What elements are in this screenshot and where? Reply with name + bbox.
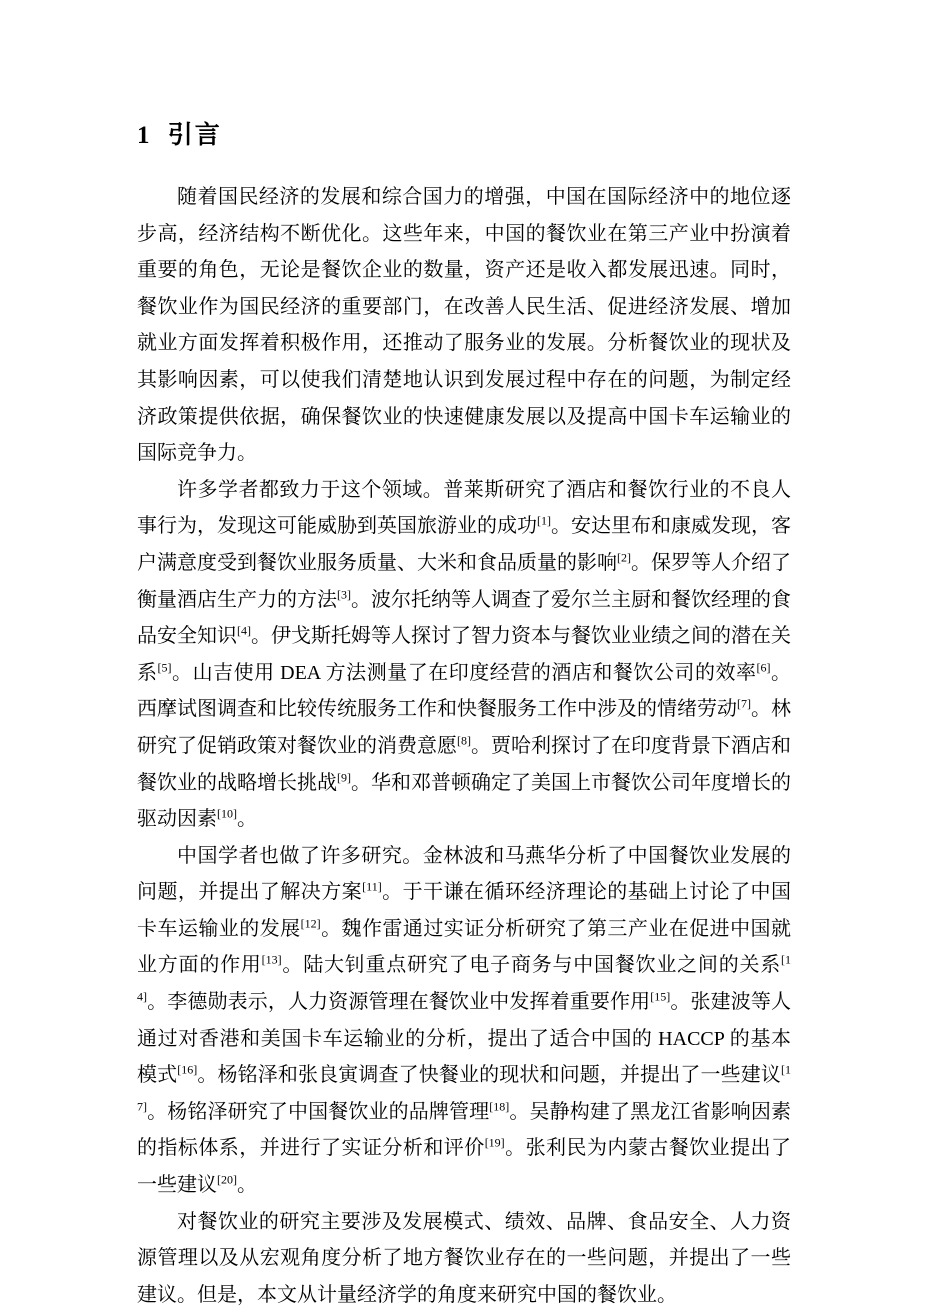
citation-marker: [10] — [217, 806, 237, 821]
paragraph-text: 。 — [237, 1174, 257, 1197]
paragraph-text: 。 — [237, 808, 257, 831]
citation-marker: [14] — [137, 952, 792, 1004]
paragraph-text: 。李德勋表示，人力资源管理在餐饮业中发挥着重要作用 — [147, 991, 651, 1014]
citation-marker: [1] — [537, 513, 551, 528]
paragraph-text: 对餐饮业的研究主要涉及发展模式、绩效、品牌、食品安全、人力资源管理以及从宏观角度分析了地方餐饮业存在的一些问题，并提出了一些建议。但是，本文从计量经济学的角度来研究中国的餐饮业。 — [137, 1210, 791, 1306]
citation-marker: [20] — [217, 1172, 237, 1187]
document-content — [137, 118, 791, 1313]
paragraph-text: 。安达里布和康威发现，客户满意度受到餐饮业服务质量、大米和食品质量的影响 — [137, 515, 791, 574]
document-body — [137, 179, 791, 1313]
paragraph-text: 。西摩试图调查和比较传统服务工作和快餐服务工作中涉及的情绪劳动 — [137, 661, 792, 721]
citation-marker: [15] — [650, 989, 671, 1004]
paragraph-text: 。杨铭泽研究了中国餐饮业的品牌管理 — [147, 1100, 490, 1123]
paragraph-text: 。保罗等人介绍了衡量酒店生产力的方法 — [137, 551, 791, 611]
paragraph-text: 。伊戈斯托姆等人探讨了智力资本与餐饮业业绩之间的潜在关系 — [137, 625, 791, 684]
paragraph-text: 。吴静构建了黑龙江省影响因素的指标体系，并进行了实证分析和评价 — [137, 1100, 791, 1160]
citation-marker: [16] — [177, 1062, 198, 1077]
paragraph-text: 。波尔托纳等人调查了爱尔兰主厨和餐饮经理的食品安全知识 — [137, 588, 791, 648]
citation-marker: [2] — [617, 550, 631, 565]
paragraph-text: 随着国民经济的发展和综合国力的增强，中国在国际经济中的地位逐步高，经济结构不断优化。这些年来，中国的餐饮业在第三产业中扮演着重要的角色，无论是餐饮企业的数量，资产还是收入都发展迅速。同时，餐饮业作为国民经济的重要部门，在改善人民生活、促进经济发展、增加就业方面发挥着积极作用，还推动了服务业的发展。分析餐饮业的现状及其影响因素，可以使我们清楚地认识到发展过程中存在的问题，为制定经济政策提供依据，确保餐饮业的快速健康发展以及提高中国卡车运输业的国际竞争力。 — [137, 186, 791, 465]
paragraph-text: 。张建波等人通过对香港和美国卡车运输业的分析，提出了适合中国的 HACCP 的基本模式 — [137, 991, 791, 1087]
citation-marker: [13] — [261, 952, 282, 967]
section-heading — [137, 118, 791, 153]
citation-marker: [18] — [489, 1099, 510, 1114]
citation-marker: [17] — [137, 1062, 791, 1114]
citation-marker: [6] — [756, 660, 771, 675]
paragraph-text: 。林研究了促销政策对餐饮业的消费意愿 — [137, 698, 791, 757]
paragraph-text: 。魏作雷通过实证分析研究了第三产业在促进中国就业方面的作用 — [137, 917, 792, 977]
paragraph-text: 。华和邓普顿确定了美国上市餐饮公司年度增长的驱动因素 — [137, 771, 791, 831]
citation-marker: [3] — [337, 586, 351, 601]
paragraph-text: 。于干谦在循环经济理论的基础上讨论了中国卡车运输业的发展 — [137, 881, 792, 940]
paragraph — [137, 1204, 791, 1313]
citation-marker: [8] — [457, 733, 471, 748]
paragraph — [137, 472, 791, 838]
paragraph-text: 。张利民为内蒙古餐饮业提出了一些建议 — [137, 1137, 792, 1197]
citation-marker: [19] — [484, 1135, 505, 1150]
paragraph — [137, 179, 791, 472]
citation-marker: [9] — [337, 769, 351, 784]
paragraph — [137, 838, 791, 1204]
section-number: 1 — [137, 122, 150, 149]
paragraph-text: 。贾哈利探讨了在印度背景下酒店和餐饮业的战略增长挑战 — [137, 734, 791, 794]
citation-marker: [12] — [300, 916, 321, 931]
citation-marker: [5] — [157, 660, 172, 675]
paragraph-text: 。山吉使用 DEA 方法测量了在印度经营的酒店和餐饮公司的效率 — [171, 661, 757, 684]
paragraph-text: 。陆大钊重点研究了电子商务与中国餐饮业之间的关系 — [281, 954, 782, 977]
citation-marker: [7] — [737, 696, 751, 711]
citation-marker: [11] — [362, 879, 382, 894]
citation-marker: [4] — [237, 623, 251, 638]
paragraph-text: 中国学者也做了许多研究。金林波和马燕华分析了中国餐饮业发展的问题，并提出了解决方案 — [137, 844, 791, 904]
section-title: 引言 — [167, 121, 222, 149]
paragraph-text: 。杨铭泽和张良寅调查了快餐业的现状和问题，并提出了一些建议 — [197, 1064, 781, 1087]
paragraph-text: 许多学者都致力于这个领域。普莱斯研究了酒店和餐饮行业的不良人事行为，发现这可能威胁到英国旅游业的成功 — [137, 478, 791, 538]
